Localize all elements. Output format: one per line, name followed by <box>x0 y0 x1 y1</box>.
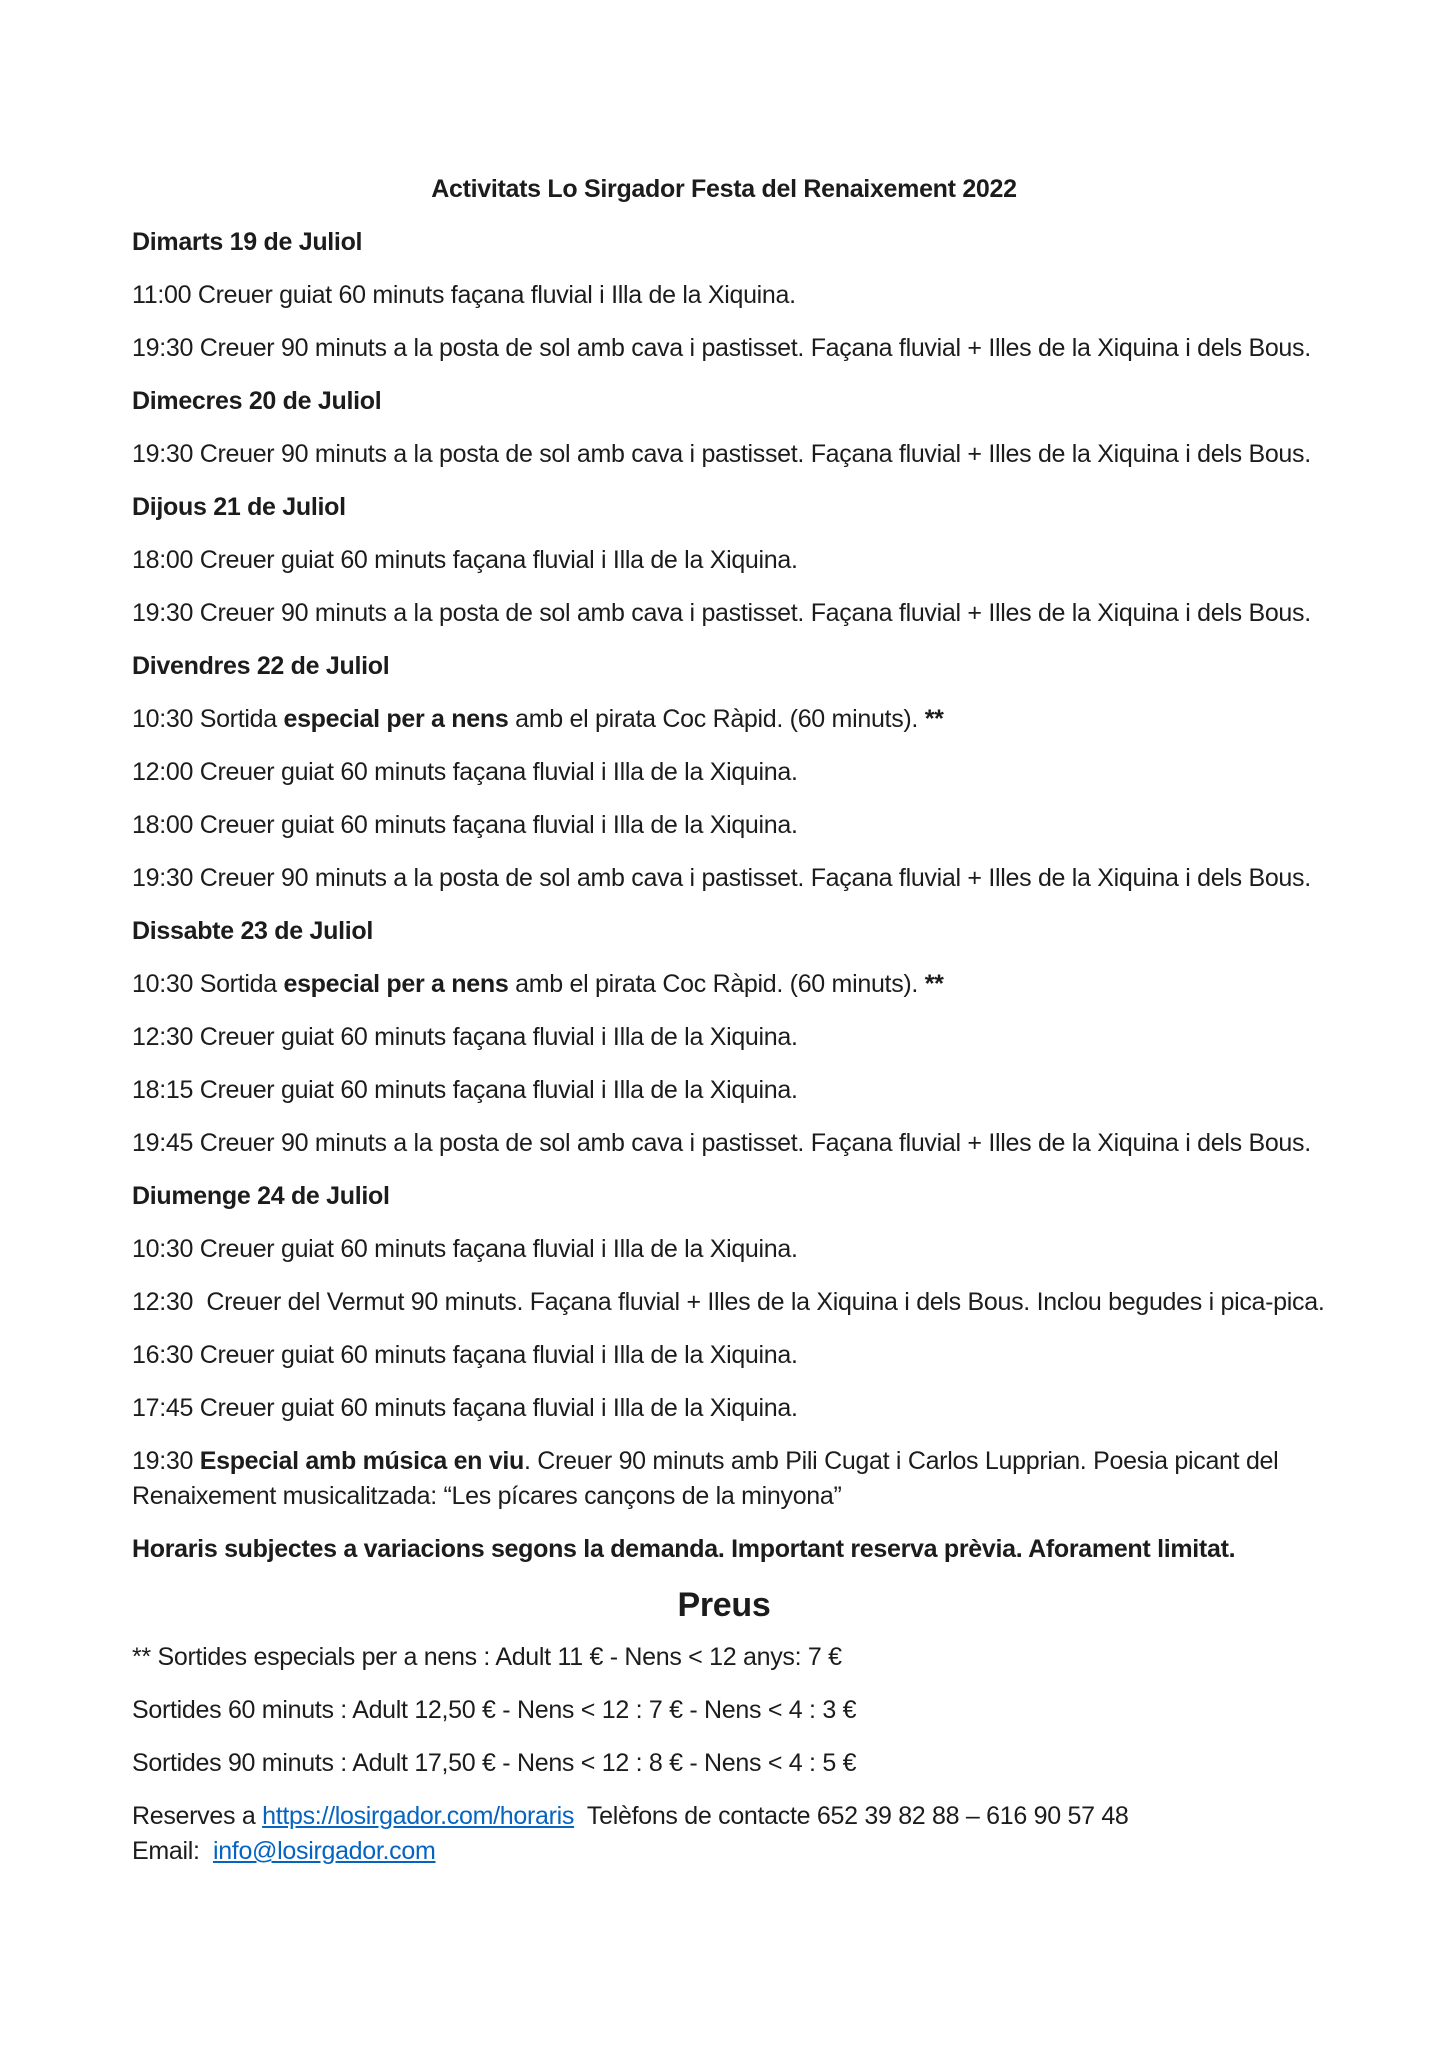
schedule-entry: 18:00 Creuer guiat 60 minuts façana fluvial i Illa de la Xiquina. <box>132 811 798 839</box>
contact-line: Email: info@losirgador.com <box>132 1837 436 1865</box>
bold-text: especial per a nens <box>283 705 509 733</box>
document-body <box>132 225 1325 1869</box>
price-line: Sortides 60 minuts : Adult 12,50 € - Nens < 12 : 7 € - Nens < 4 : 3 € <box>132 1696 857 1724</box>
schedule-entry: 17:45 Creuer guiat 60 minuts façana fluvial i Illa de la Xiquina. <box>132 1394 798 1422</box>
bold-text: ** <box>924 705 944 733</box>
document-title: Activitats Lo Sirgador Festa del Renaixement 2022 <box>431 175 1017 203</box>
price-line: Sortides 90 minuts : Adult 17,50 € - Nens < 12 : 8 € - Nens < 4 : 5 € <box>132 1749 857 1777</box>
contact-line: Reserves a https://losirgador.com/horaris Telèfons de contacte 652 39 82 88 – 616 90 57 48 <box>132 1802 1129 1830</box>
schedule-entry: 10:30 Sortida especial per a nens amb el pirata Coc Ràpid. (60 minuts). ** <box>132 705 944 733</box>
email-link[interactable]: info@losirgador.com <box>212 1837 436 1865</box>
day-heading: Dimarts 19 de Juliol <box>132 228 363 256</box>
schedule-entry: 12:30 Creuer del Vermut 90 minuts. Façana fluvial + Illes de la Xiquina i dels Bous. Inclou begudes i pica-pica. <box>132 1288 1325 1316</box>
day-heading: Dimecres 20 de Juliol <box>132 387 382 415</box>
prices-heading: Preus <box>677 1586 771 1624</box>
day-heading: Divendres 22 de Juliol <box>132 652 390 680</box>
schedule-entry: 19:30 Creuer 90 minuts a la posta de sol amb cava i pastisset. Façana fluvial + Illes de la Xiquina i dels Bous. <box>132 599 1311 627</box>
schedule-entry: 18:15 Creuer guiat 60 minuts façana fluvial i Illa de la Xiquina. <box>132 1076 798 1104</box>
schedule-entry: 12:00 Creuer guiat 60 minuts façana fluvial i Illa de la Xiquina. <box>132 758 798 786</box>
schedule-entry: 19:30 Creuer 90 minuts a la posta de sol amb cava i pastisset. Façana fluvial + Illes de la Xiquina i dels Bous. <box>132 864 1311 892</box>
day-heading: Diumenge 24 de Juliol <box>132 1182 390 1210</box>
schedule-entry: 16:30 Creuer guiat 60 minuts façana fluvial i Illa de la Xiquina. <box>132 1341 798 1369</box>
bold-text: especial per a nens <box>283 970 509 998</box>
schedule-entry: 18:00 Creuer guiat 60 minuts façana fluvial i Illa de la Xiquina. <box>132 546 798 574</box>
schedule-entry: 12:30 Creuer guiat 60 minuts façana fluvial i Illa de la Xiquina. <box>132 1023 798 1051</box>
notice-text: Horaris subjectes a variacions segons la demanda. Important reserva prèvia. Aforament limitat. <box>132 1535 1236 1563</box>
schedule-entry: 19:30 Especial amb música en viu. Creuer 90 minuts amb Pili Cugat i Carlos Lupprian. Poesia picant del Renaixement musicalitzada: “Les pícares cançons de la minyona” <box>132 1447 1286 1510</box>
price-line: ** Sortides especials per a nens : Adult 11 € - Nens < 12 anys: 7 € <box>132 1643 842 1671</box>
horaris-link[interactable]: https://losirgador.com/horaris <box>262 1802 575 1830</box>
schedule-entry: 19:45 Creuer 90 minuts a la posta de sol amb cava i pastisset. Façana fluvial + Illes de la Xiquina i dels Bous. <box>132 1129 1311 1157</box>
schedule-entry: 11:00 Creuer guiat 60 minuts façana fluvial i Illa de la Xiquina. <box>132 281 796 309</box>
schedule-entry: 10:30 Sortida especial per a nens amb el pirata Coc Ràpid. (60 minuts). ** <box>132 970 944 998</box>
day-heading: Dissabte 23 de Juliol <box>132 917 374 945</box>
bold-text: Especial amb música en viu <box>199 1447 525 1475</box>
day-heading: Dijous 21 de Juliol <box>132 493 346 521</box>
schedule-entry: 19:30 Creuer 90 minuts a la posta de sol amb cava i pastisset. Façana fluvial + Illes de la Xiquina i dels Bous. <box>132 440 1311 468</box>
schedule-entry: 10:30 Creuer guiat 60 minuts façana fluvial i Illa de la Xiquina. <box>132 1235 798 1263</box>
bold-text: ** <box>924 970 944 998</box>
schedule-entry: 19:30 Creuer 90 minuts a la posta de sol amb cava i pastisset. Façana fluvial + Illes de la Xiquina i dels Bous. <box>132 334 1311 362</box>
